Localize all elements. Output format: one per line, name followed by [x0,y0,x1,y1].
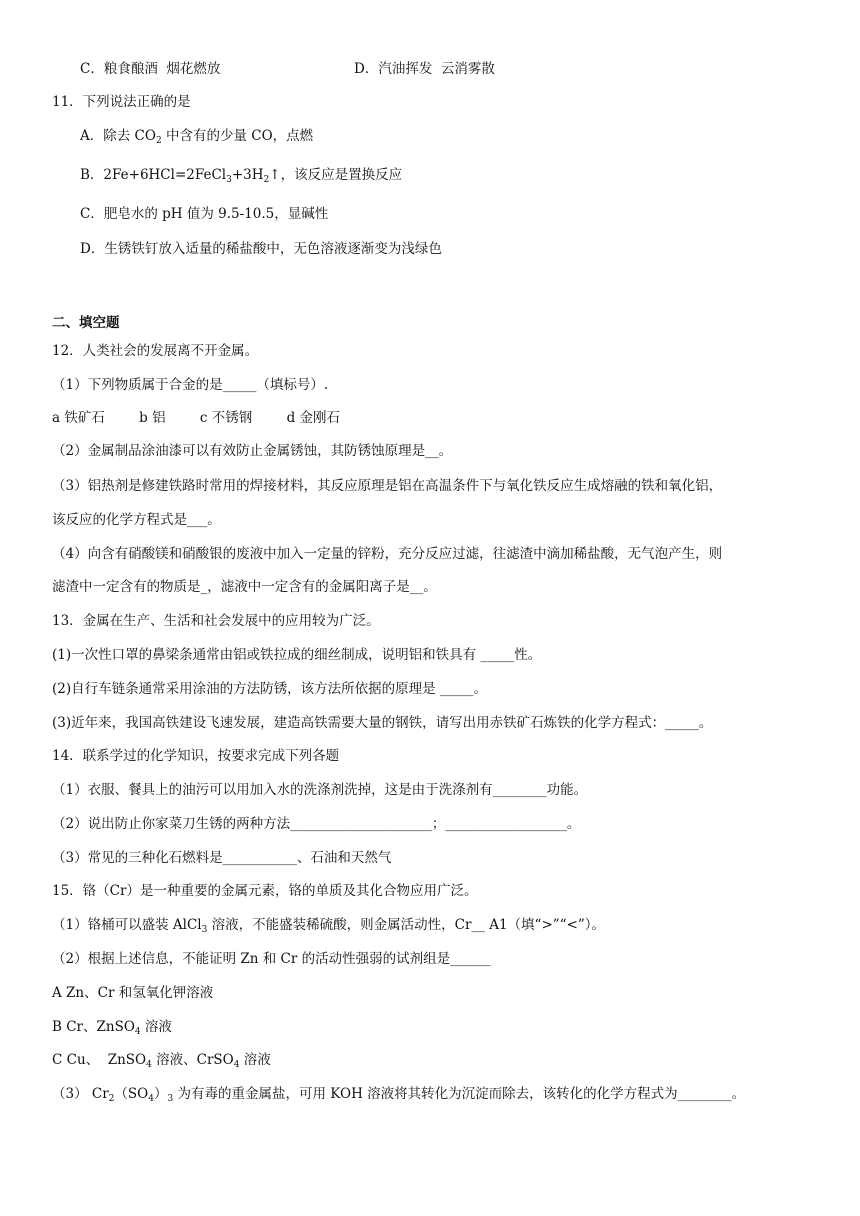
q13-stem: 13．金属在生产、生活和社会发展中的应用较为广泛。 [52,613,380,629]
q15-part-3: （3） $Cr_2(SO_4)_3$ 为有毒的重金属盐，可用 KOH 溶液将其转化为沉淀而除去，该转化的化学方程式为________。 [52,1086,746,1104]
q11-stem: 11．下列说法正确的是 [52,94,191,110]
q15-part-1: （1）铬桶可以盛装 AlCl$_3$ 溶液，不能盛装稀硫酸，则金属活动性，Cr__ A1（填“>”“<”）。 [52,917,606,935]
q12-stem: 12．人类社会的发展离不开金属。 [52,343,259,359]
q11-option-a: A．除去 $CO_2$ 中含有的少量 CO，点燃 [80,128,314,146]
q12-part-3-line-2: 该反应的化学方程式是___。 [52,512,221,528]
q13-part-1: (1)一次性口罩的鼻梁条通常由铝或铁拉成的细丝制成，说明铝和铁具有 _____性。 [52,647,542,663]
q11-option-c: C．肥皂水的 pH 值为 9.5-10.5，显碱性 [80,206,329,222]
q11-option-b: B．$2Fe+6HCl=2FeCl_3+3H_2↑$，该反应是置换反应 [80,167,403,185]
q14-part-1: （1）衣服、餐具上的油污可以用加入水的洗涤剂洗掉，这是由于洗涤剂有________功能。 [52,782,588,798]
q14-part-2: （2）说出防止你家菜刀生锈的两种方法_____________________；__________________。 [52,816,581,832]
q15-part-2: （2）根据上述信息，不能证明 Zn 和 Cr 的活动性强弱的试剂组是______ [52,951,491,967]
q12-part-3-line-1: （3）铝热剂是修建铁路时常用的焊接材料，其反应原理是铝在高温条件下与氧化铁反应生成熔融的铁和氧化铝， [52,478,723,494]
q12-part-4-line-2: 滤渣中一定含有的物质是_，滤液中一定含有的金属阳离子是__。 [52,579,437,595]
q14-stem: 14．联系学过的化学知识，按要求完成下列各题 [52,748,340,764]
q12-part-4-line-1: （4）向含有硝酸镁和硝酸银的废液中加入一定量的锌粉，充分反应过滤，往滤渣中滴加稀盐酸，无气泡产生，则 [52,546,723,562]
q15-option-b: B Cr、ZnSO$_4$ 溶液 [52,1019,172,1037]
q11-option-d: D．生锈铁钉放入适量的稀盐酸中，无色溶液逐渐变为浅绿色 [80,241,442,257]
q15-stem: 15．铬（Cr）是一种重要的金属元素，铬的单质及其化合物应用广泛。 [52,883,478,899]
q12-choices: a 铁矿石 b 铝 c 不锈钢 d 金刚石 [52,410,341,426]
q15-option-a: A Zn、Cr 和氢氧化钾溶液 [52,985,214,1001]
q13-part-3: (3)近年来，我国高铁建设飞速发展，建造高铁需要大量的钢铁，请写出用赤铁矿石炼铁的化学方程式：_____。 [52,715,713,731]
q15-option-c: C Cu、 ZnSO$_4$ 溶液、CrSO$_4$ 溶液 [52,1052,271,1070]
section-title: 二、填空题 [52,315,120,331]
q12-part-1: （1）下列物质属于合金的是_____（填标号）. [52,377,329,393]
q10-option-c: C．粮食酿酒 烟花燃放 [80,61,221,77]
q10-option-d: D．汽油挥发 云消雾散 [354,61,495,77]
q12-part-2: （2）金属制品涂油漆可以有效防止金属锈蚀，其防锈蚀原理是__。 [52,443,453,459]
q14-part-3: （3）常见的三种化石燃料是___________、石油和天然气 [52,850,392,866]
q13-part-2: (2)自行车链条通常采用涂油的方法防锈，该方法所依据的原理是 _____。 [52,681,488,697]
